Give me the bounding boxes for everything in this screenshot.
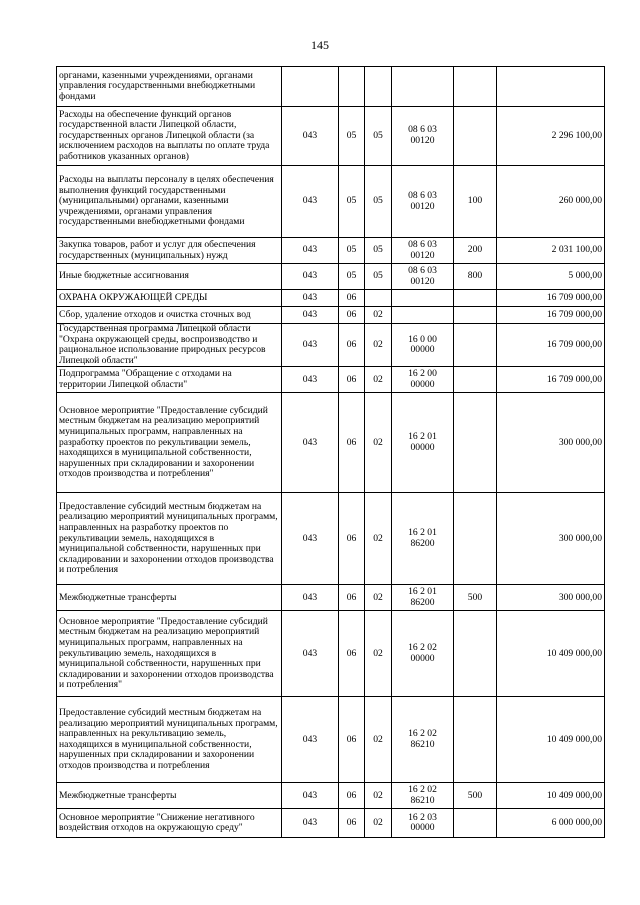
row-name-cell: Иные бюджетные ассигнования <box>57 264 282 290</box>
admin-code-cell: 043 <box>282 585 339 611</box>
row-name-cell: Основное мероприятие "Предоставление субсидий местным бюджетам на реализацию мероприятий муниципальных программ, направленных на разработку проектов по рекультивации земель, находящихся в муниципальной собственности, нарушенных при складировании и захоронении отходов производства и потребления" <box>57 393 282 493</box>
amount-cell <box>497 67 605 107</box>
admin-code-cell: 043 <box>282 367 339 393</box>
table-row <box>57 585 605 611</box>
row-name-cell: Предоставление субсидий местным бюджетам на реализацию мероприятий муниципальных программ, направленных на рекультивацию земель, находящихся в муниципальной собственности, нарушенных при складировании и захоронении отходов производства и потребления <box>57 697 282 783</box>
amount-cell: 10 409 000,00 <box>497 697 605 783</box>
row-name-cell: Расходы на выплаты персоналу в целях обеспечения выполнения функций государственными (муниципальными) органами, казенными учреждениями, органами управления государственными внебюджетными фондами <box>57 166 282 238</box>
page-number: 145 <box>311 38 329 52</box>
amount-cell: 260 000,00 <box>497 166 605 238</box>
budget-table <box>56 66 605 838</box>
expense-type-cell <box>454 393 497 493</box>
target-article-part-1: 16 2 00 <box>408 368 437 380</box>
target-article-cell <box>392 264 454 290</box>
amount-cell: 10 409 000,00 <box>497 611 605 697</box>
table-row <box>57 290 605 307</box>
section-cell: 05 <box>339 107 365 166</box>
amount-cell: 16 709 000,00 <box>497 324 605 367</box>
row-name-cell: Государственная программа Липецкой области "Охрана окружающей среды, воспроизводство и рациональное использование природных ресурсов Липецкой области" <box>57 324 282 367</box>
table-row <box>57 324 605 367</box>
amount-cell: 10 409 000,00 <box>497 783 605 809</box>
admin-code-cell: 043 <box>282 783 339 809</box>
target-article-part-1: 16 2 02 <box>408 728 437 740</box>
target-article-part-1: 08 6 03 <box>408 264 437 276</box>
target-article-cell <box>392 809 454 838</box>
subsection-cell: 05 <box>365 166 392 238</box>
target-article-part-2: 00120 <box>410 135 435 146</box>
section-cell: 06 <box>339 307 365 324</box>
target-article-part-1: 16 2 01 <box>408 431 437 443</box>
target-article-cell <box>392 611 454 697</box>
section-cell: 06 <box>339 809 365 838</box>
table-row <box>57 783 605 809</box>
table-row <box>57 393 605 493</box>
admin-code-cell: 043 <box>282 238 339 264</box>
subsection-cell: 05 <box>365 107 392 166</box>
target-article-part-1: 16 2 01 <box>408 586 437 598</box>
amount-cell: 2 296 100,00 <box>497 107 605 166</box>
expense-type-cell <box>454 290 497 307</box>
admin-code-cell <box>282 67 339 107</box>
budget-table-body <box>57 67 605 838</box>
row-name-cell: Закупка товаров, работ и услуг для обеспечения государственных (муниципальных) нужд <box>57 238 282 264</box>
target-article-part-1: 16 2 02 <box>408 784 437 796</box>
target-article-part-2: 00000 <box>410 344 435 356</box>
target-article-cell <box>392 166 454 238</box>
target-article-part-2: 00000 <box>410 652 435 664</box>
row-name-cell: Межбюджетные трансферты <box>57 783 282 809</box>
amount-cell: 300 000,00 <box>497 393 605 493</box>
row-name-cell: Сбор, удаление отходов и очистка сточных вод <box>57 307 282 324</box>
section-cell: 06 <box>339 493 365 585</box>
admin-code-cell: 043 <box>282 809 339 838</box>
section-cell: 06 <box>339 324 365 367</box>
target-article-cell <box>392 367 454 393</box>
row-name-cell: Основное мероприятие "Снижение негативного воздействия отходов на окружающую среду" <box>57 809 282 838</box>
target-article-cell <box>392 67 454 107</box>
expense-type-cell <box>454 611 497 697</box>
section-cell: 06 <box>339 611 365 697</box>
target-article-cell <box>392 493 454 585</box>
expense-type-cell <box>454 697 497 783</box>
section-cell: 06 <box>339 393 365 493</box>
amount-cell: 16 709 000,00 <box>497 290 605 307</box>
section-cell: 05 <box>339 238 365 264</box>
amount-cell: 5 000,00 <box>497 264 605 290</box>
subsection-cell: 02 <box>365 783 392 809</box>
subsection-cell: 02 <box>365 324 392 367</box>
table-row <box>57 697 605 783</box>
row-name-cell: Подпрограмма "Обращение с отходами на территории Липецкой области" <box>57 367 282 393</box>
expense-type-cell <box>454 67 497 107</box>
amount-cell: 300 000,00 <box>497 585 605 611</box>
subsection-cell: 05 <box>365 264 392 290</box>
expense-type-cell <box>454 307 497 324</box>
target-article-cell <box>392 238 454 264</box>
admin-code-cell: 043 <box>282 166 339 238</box>
section-cell: 05 <box>339 166 365 238</box>
table-row <box>57 264 605 290</box>
expense-type-cell: 800 <box>454 264 497 290</box>
target-article-cell <box>392 393 454 493</box>
target-article-part-1: 16 2 03 <box>408 811 437 823</box>
section-cell: 06 <box>339 585 365 611</box>
row-name-cell: Основное мероприятие "Предоставление субсидий местным бюджетам на реализацию мероприятий муниципальных программ, направленных на рекультивацию земель, находящихся в муниципальной собственности, нарушенных при складировании и захоронении отходов производства и потребления" <box>57 611 282 697</box>
expense-type-cell: 500 <box>454 585 497 611</box>
admin-code-cell: 043 <box>282 290 339 307</box>
expense-type-cell <box>454 809 497 838</box>
expense-type-cell <box>454 324 497 367</box>
target-article-part-1: 08 6 03 <box>408 189 437 201</box>
target-article-cell <box>392 585 454 611</box>
admin-code-cell: 043 <box>282 493 339 585</box>
admin-code-cell: 043 <box>282 264 339 290</box>
row-name-cell: ОХРАНА ОКРУЖАЮЩЕЙ СРЕДЫ <box>57 290 282 307</box>
subsection-cell: 02 <box>365 393 392 493</box>
target-article-part-1: 16 0 00 <box>408 333 437 345</box>
target-article-part-2: 00120 <box>410 200 435 212</box>
table-row <box>57 107 605 166</box>
amount-cell: 16 709 000,00 <box>497 307 605 324</box>
subsection-cell: 02 <box>365 809 392 838</box>
subsection-cell <box>365 67 392 107</box>
expense-type-cell <box>454 107 497 166</box>
table-row <box>57 367 605 393</box>
target-article-cell <box>392 307 454 324</box>
expense-type-cell <box>454 493 497 585</box>
target-article-cell <box>392 697 454 783</box>
section-cell: 06 <box>339 783 365 809</box>
subsection-cell: 02 <box>365 493 392 585</box>
target-article-cell <box>392 783 454 809</box>
row-name-cell: Межбюджетные трансферты <box>57 585 282 611</box>
admin-code-cell: 043 <box>282 393 339 493</box>
target-article-cell <box>392 290 454 307</box>
target-article-cell <box>392 107 454 166</box>
expense-type-cell: 200 <box>454 238 497 264</box>
target-article-part-2: 00000 <box>410 378 435 390</box>
table-row <box>57 493 605 585</box>
subsection-cell: 02 <box>365 585 392 611</box>
target-article-part-2: 00120 <box>410 275 435 287</box>
admin-code-cell: 043 <box>282 697 339 783</box>
subsection-cell: 02 <box>365 697 392 783</box>
target-article-part-1: 08 6 03 <box>408 124 437 136</box>
section-cell: 06 <box>339 290 365 307</box>
amount-cell: 16 709 000,00 <box>497 367 605 393</box>
admin-code-cell: 043 <box>282 611 339 697</box>
target-article-part-2: 86200 <box>410 596 435 608</box>
subsection-cell: 02 <box>365 611 392 697</box>
expense-type-cell <box>454 367 497 393</box>
section-cell <box>339 67 365 107</box>
target-article-part-2: 00120 <box>410 249 435 261</box>
subsection-cell <box>365 290 392 307</box>
subsection-cell: 02 <box>365 307 392 324</box>
subsection-cell: 02 <box>365 367 392 393</box>
admin-code-cell: 043 <box>282 107 339 166</box>
target-article-part-2: 00000 <box>410 441 435 453</box>
target-article-part-1: 16 2 02 <box>408 642 437 654</box>
amount-cell: 6 000 000,00 <box>497 809 605 838</box>
table-row <box>57 238 605 264</box>
row-name-cell: Предоставление субсидий местным бюджетам на реализацию мероприятий муниципальных программ, направленных на разработку проектов по рекультивации земель, находящихся в муниципальной собственности, нарушенных при складировании и захоронении отходов производства и потребления <box>57 493 282 585</box>
target-article-part-2: 00000 <box>410 822 435 834</box>
amount-cell: 2 031 100,00 <box>497 238 605 264</box>
target-article-cell <box>392 324 454 367</box>
table-row <box>57 166 605 238</box>
table-row <box>57 611 605 697</box>
target-article-part-1: 16 2 01 <box>408 527 437 539</box>
subsection-cell: 05 <box>365 238 392 264</box>
section-cell: 05 <box>339 264 365 290</box>
section-cell: 06 <box>339 697 365 783</box>
amount-cell: 300 000,00 <box>497 493 605 585</box>
target-article-part-2: 86210 <box>410 794 435 806</box>
target-article-part-1: 08 6 03 <box>408 238 437 250</box>
table-row <box>57 67 605 107</box>
target-article-part-2: 86210 <box>410 738 435 750</box>
expense-type-cell: 100 <box>454 166 497 238</box>
admin-code-cell: 043 <box>282 324 339 367</box>
expense-type-cell: 500 <box>454 783 497 809</box>
target-article-part-2: 86200 <box>410 537 435 549</box>
table-row <box>57 809 605 838</box>
row-name-cell: Расходы на обеспечение функций органов государственной власти Липецкой области, государственных органов Липецкой области (за исключением расходов на выплаты по оплате труда работников указанных органов) <box>57 107 282 166</box>
admin-code-cell: 043 <box>282 307 339 324</box>
section-cell: 06 <box>339 367 365 393</box>
row-name-cell: органами, казенными учреждениями, органами управления государственными внебюджетными фондами <box>57 67 282 107</box>
table-row <box>57 307 605 324</box>
